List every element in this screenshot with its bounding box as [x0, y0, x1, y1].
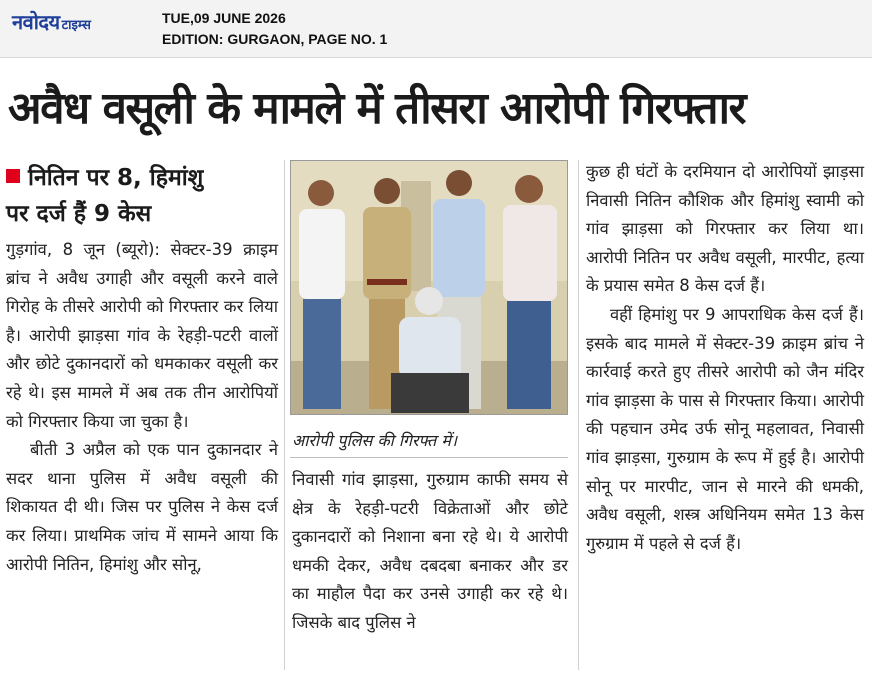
column-divider	[284, 160, 285, 670]
police-group-photo-illustration	[291, 161, 568, 415]
subhead-line-1: नितिन पर 8, हिमांशु	[28, 165, 204, 191]
masthead-bar	[0, 0, 872, 58]
paragraph: निवासी गांव झाड़सा, गुरुग्राम काफी समय से क्षेत्र के रेहड़ी-पटरी विक्रेताओं और छोटे दुकानदारों को निशाना बना रहे थे। ये आरोपी धमकी देकर, अवैध दबदबा बनाकर और डर का माहौल पैदा कर उनसे उगाही कर रहे थे। जिसके बाद पुलिस ने	[292, 470, 568, 632]
newspaper-logo	[12, 8, 91, 34]
arrest-photo	[290, 160, 568, 415]
photo-caption: आरोपी पुलिस की गिरफ्त में।	[292, 431, 458, 450]
paragraph: गुड़गांव, 8 जून (ब्यूरो): सेक्टर-39 क्राइम ब्रांच ने अवैध उगाही और वसूली करने वाले गिरोह के तीसरे आरोपी को गिरफ्तार कर लिया है। आरोपी झाड़सा गांव के रेहड़ी-पटरी वालों और छोटे दुकानदारों को धमकाकर वसूली कर रहे थे। इस मामले में अब तक तीन आरोपियों को गिरफ्तार किया जा चुका है।	[6, 240, 278, 431]
edition-info	[162, 8, 387, 50]
article-headline: अवैध वसूली के मामले में तीसरा आरोपी गिरफ्तार	[8, 83, 745, 134]
article-column-1	[6, 236, 278, 579]
article-subhead	[6, 160, 278, 232]
edition-line: EDITION: GURGAON, PAGE NO. 1	[162, 31, 388, 47]
date-line: TUE,09 JUNE 2026	[162, 10, 286, 26]
logo-main-text: नवोदय	[12, 10, 60, 34]
red-square-bullet-icon	[6, 169, 20, 183]
paragraph: बीती 3 अप्रैल को एक पान दुकानदार ने सदर थाना पुलिस में अवैध वसूली की शिकायत दी थी। जिस पर पुलिस ने केस दर्ज कर लिया। प्राथमिक जांच में सामने आया कि आरोपी नितिन, हिमांशु और सोनू,	[6, 440, 278, 574]
paragraph: कुछ ही घंटों के दरमियान दो आरोपियों झाड़सा निवासी नितिन कौशिक और हिमांशु स्वामी को गांव झाड़सा को गिरफ्तार कर लिया था। आरोपी नितिन पर अवैध वसूली, मारपीट, हत्या के प्रयास समेत 8 केस दर्ज हैं।	[586, 162, 864, 296]
logo-sub-text: टाइम्स	[61, 18, 91, 33]
article-column-2	[292, 466, 568, 638]
article-column-3	[586, 158, 864, 558]
paragraph: वहीं हिमांशु पर 9 आपराधिक केस दर्ज हैं। इसके बाद मामले में सेक्टर-39 क्राइम ब्रांच ने कार्रवाई करते हुए तीसरे आरोपी को जैन मंदिर गांव झाड़सा के पास से गिरफ्तार किया। आरोपी की पहचान उमेद उर्फ सोनू महलावत, निवासी गांव झाड़सा, गुरुग्राम के रूप में हुई है। आरोपी सोनू पर मारपीट, जान से मारने की धमकी, अवैध वसूली, शस्त्र अधिनियम समेत 13 केस गुरुग्राम में पहले से दर्ज हैं।	[586, 304, 864, 553]
subhead-line-2: पर दर्ज हैं 9 केस	[6, 201, 152, 227]
column-divider	[578, 160, 579, 670]
caption-divider	[290, 457, 568, 458]
